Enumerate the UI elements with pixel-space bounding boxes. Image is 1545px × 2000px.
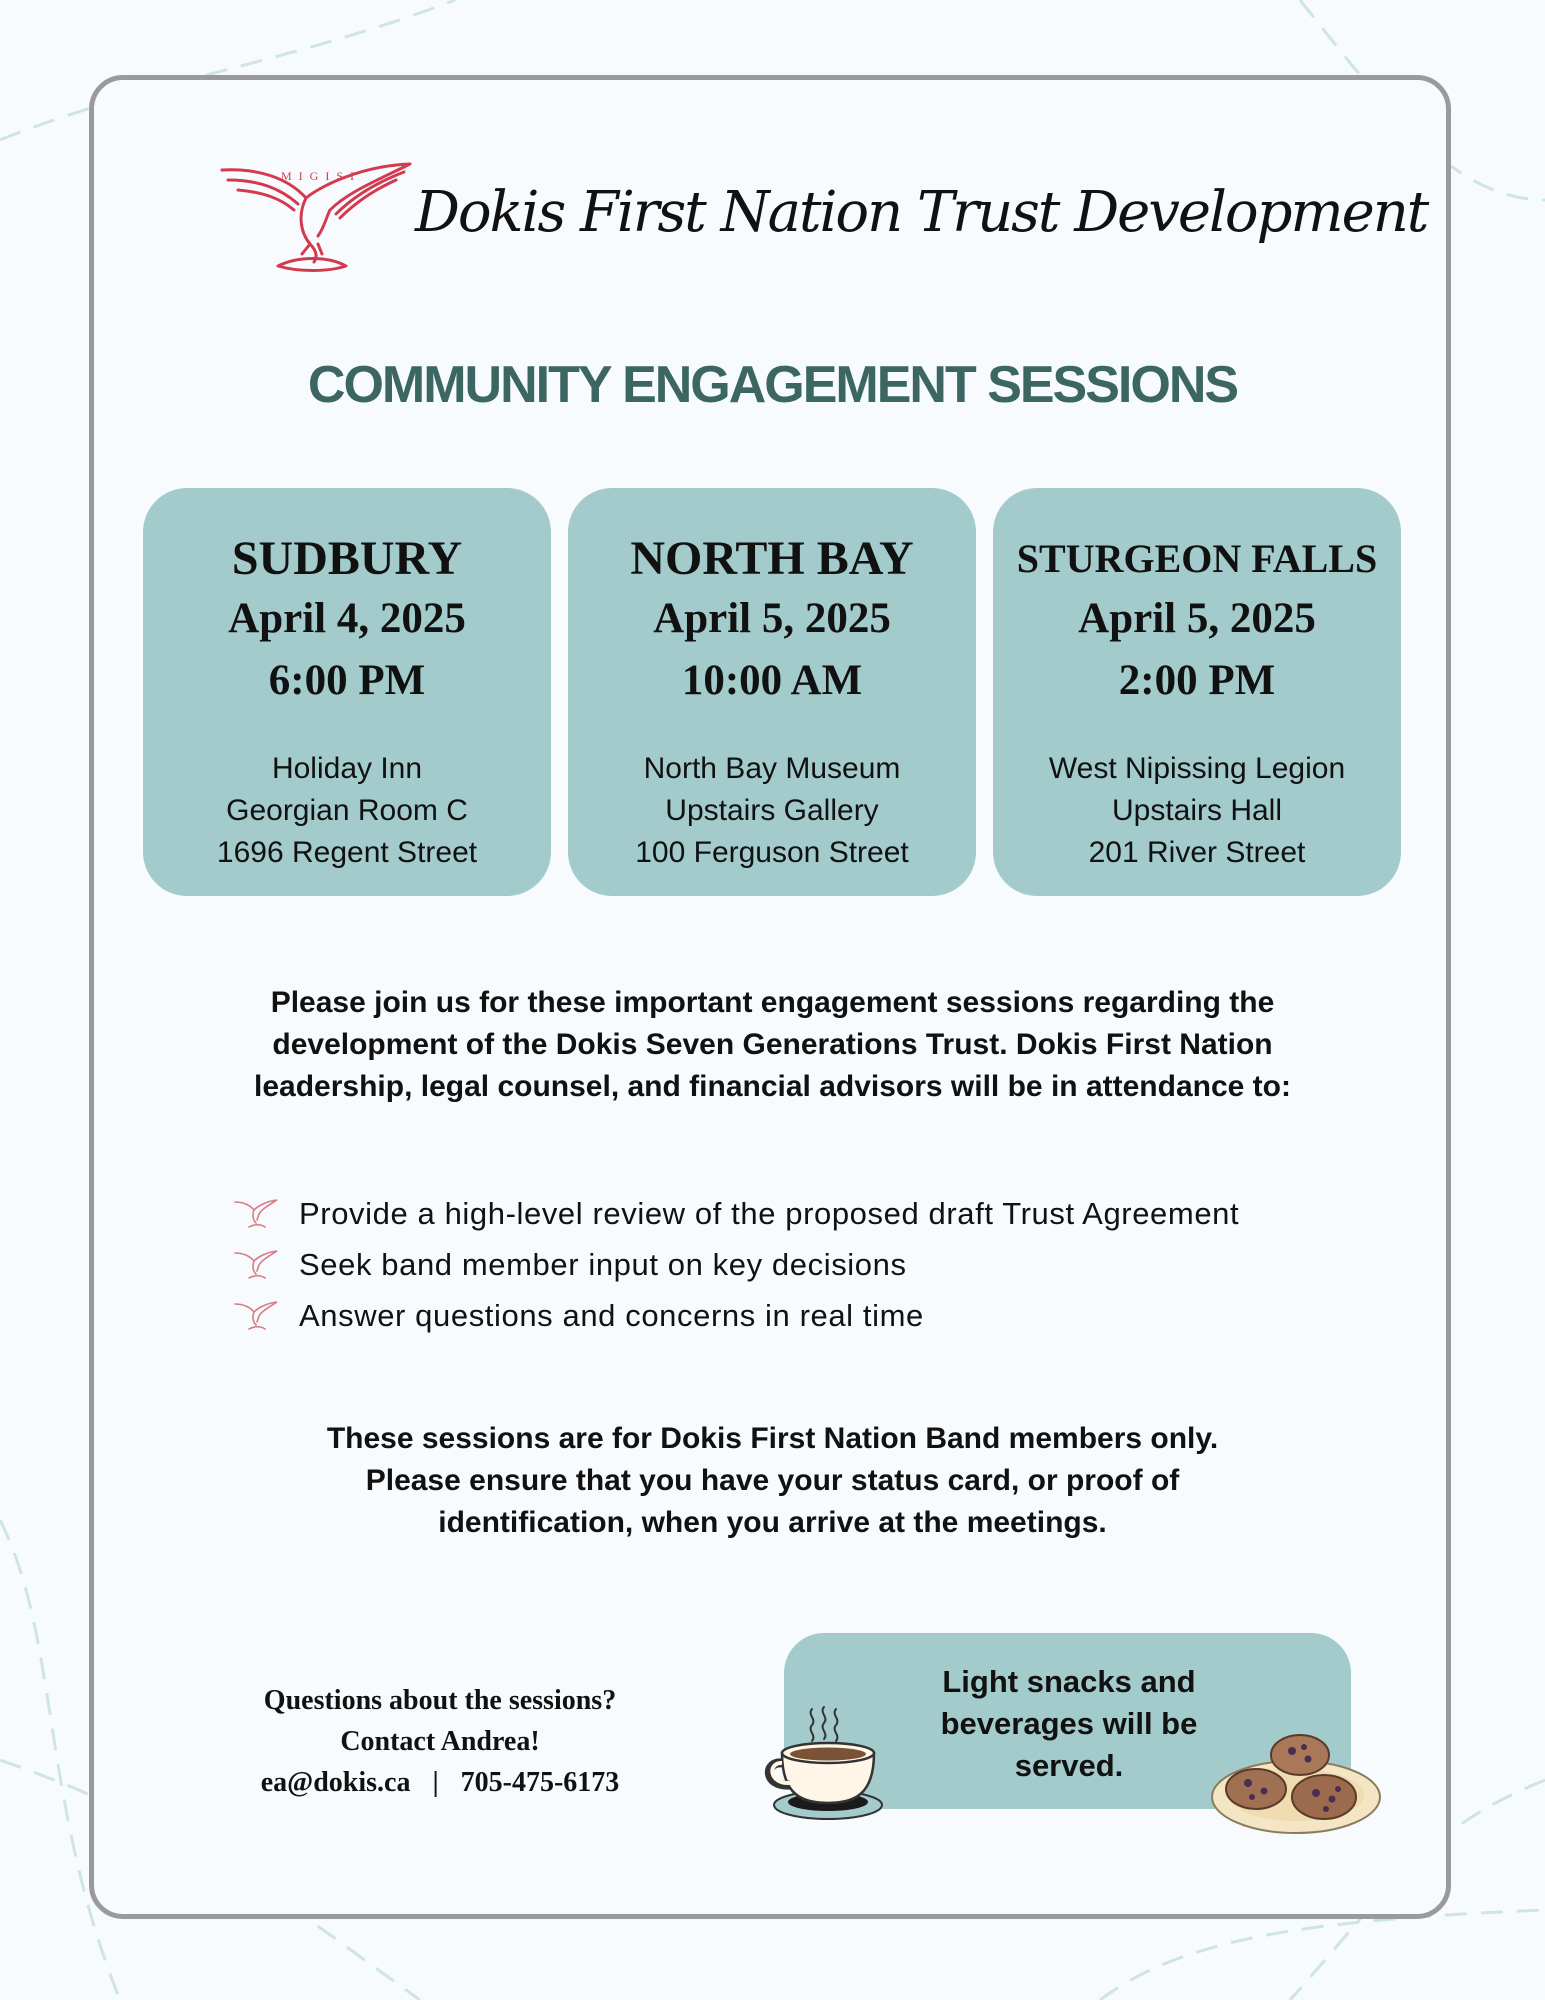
contact-separator: | [432, 1767, 439, 1798]
bullet-list [233, 1188, 1239, 1341]
page-title: COMMUNITY ENGAGEMENT SESSIONS [307, 356, 1238, 414]
address-line: Upstairs Gallery [665, 794, 879, 827]
snacks-line: Light snacks and [942, 1664, 1196, 1699]
header [218, 158, 1428, 278]
contact-phone[interactable]: 705-475-6173 [460, 1767, 620, 1798]
list-item [233, 1188, 1239, 1239]
bullet-text: Answer questions and concerns in real time [299, 1297, 924, 1333]
address-line: Upstairs Hall [1111, 794, 1283, 827]
list-item [233, 1239, 1239, 1290]
session-card-sturgeon-falls [993, 488, 1401, 896]
address-line: West Nipissing Legion [1048, 752, 1346, 785]
intro-line: development of the Dokis Seven Generations Trust. Dokis First Nation [272, 1028, 1273, 1061]
eagle-logo-icon [218, 158, 413, 278]
session-time: 10:00 AM [681, 657, 863, 704]
bullet-text: Seek band member input on key decisions [299, 1246, 907, 1282]
snacks-line: served. [1014, 1748, 1124, 1783]
session-address [143, 748, 551, 874]
address-line: 201 River Street [1088, 836, 1306, 869]
bullet-text: Provide a high-level review of the proposed draft Trust Agreement [299, 1195, 1240, 1231]
session-address [993, 748, 1401, 874]
list-item [233, 1290, 1239, 1341]
notice-line: Please ensure that you have your status card, or proof of [365, 1464, 1180, 1497]
snacks-line: beverages will be [940, 1706, 1198, 1741]
intro-line: Please join us for these important engagement sessions regarding the [270, 986, 1275, 1019]
org-name: Dokis First Nation Trust Development [415, 180, 1428, 245]
address-line: North Bay Museum [643, 752, 901, 785]
snacks-text [884, 1661, 1254, 1787]
logo-text: MIGISI [281, 169, 361, 183]
session-address [568, 748, 976, 874]
contact-email[interactable]: ea@dokis.ca [260, 1767, 411, 1798]
eagle-bullet-icon [233, 1300, 279, 1332]
contact-block [200, 1680, 680, 1803]
cookies-plate-icon [1208, 1725, 1383, 1837]
intro-paragraph [140, 982, 1405, 1108]
session-time: 2:00 PM [1118, 657, 1276, 704]
eagle-bullet-icon [233, 1198, 279, 1230]
session-city: STURGEON FALLS [1016, 536, 1378, 581]
contact-question: Questions about the sessions? [263, 1685, 617, 1716]
address-line: 100 Ferguson Street [635, 836, 909, 869]
session-card-north-bay [568, 488, 976, 896]
members-notice [160, 1418, 1385, 1544]
session-card-sudbury [143, 488, 551, 896]
eagle-bullet-icon [233, 1249, 279, 1281]
coffee-cup-icon [760, 1695, 895, 1825]
session-time: 6:00 PM [268, 657, 426, 704]
contact-name: Contact Andrea! [340, 1726, 540, 1757]
notice-line: identification, when you arrive at the meetings. [438, 1506, 1107, 1539]
address-line: Holiday Inn [271, 752, 423, 785]
session-city: SUDBURY [231, 532, 463, 585]
session-date: April 4, 2025 [228, 595, 466, 642]
address-line: 1696 Regent Street [216, 836, 478, 869]
intro-line: leadership, legal counsel, and financial advisors will be in attendance to: [254, 1070, 1291, 1103]
session-date: April 5, 2025 [653, 595, 891, 642]
session-city: NORTH BAY [630, 532, 914, 585]
notice-line: These sessions are for Dokis First Nation Band members only. [326, 1422, 1219, 1455]
contact-details [200, 1762, 680, 1803]
session-date: April 5, 2025 [1078, 595, 1316, 642]
address-line: Georgian Room C [226, 794, 468, 827]
